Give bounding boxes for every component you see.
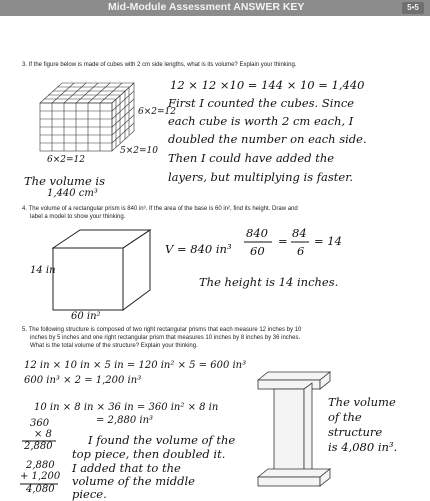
q5-explain-line: volume of the middle bbox=[72, 474, 195, 488]
q4-answer: The height is 14 inches. bbox=[199, 275, 339, 289]
q5-prompt-line1: 5. The following structure is composed of two right rectangular prisms that each measure 12 inches by 10 bbox=[22, 327, 302, 333]
q5-explain-line: I found the volume of the bbox=[88, 433, 236, 447]
q5-explain-line: piece. bbox=[72, 487, 107, 501]
q3-work-line: layers, but multiplying is faster. bbox=[168, 170, 354, 184]
q4-frac1-denominator: 60 bbox=[250, 244, 265, 258]
q4-base-label: 60 in² bbox=[71, 311, 101, 322]
q4-volume: V = 840 in³ bbox=[165, 242, 232, 256]
q3-prompt: 3. If the figure below is made of cubes with 2 cm side lengths, what is its volume? Explain your thinking. bbox=[22, 62, 297, 68]
q5-explain-line: I added that to the bbox=[72, 461, 181, 475]
q4-result: = 14 bbox=[314, 234, 342, 248]
q5-explain-line: top piece, then doubled it. bbox=[72, 447, 226, 461]
q3-label-diag: 5×2=10 bbox=[120, 146, 158, 156]
q5-answer-line: is 4,080 in³. bbox=[328, 440, 398, 454]
q3-label-bottom: 6×2=12 bbox=[47, 155, 85, 165]
q5-mult-result: 2,880 bbox=[24, 441, 53, 452]
q5-mult-top: 360 bbox=[30, 418, 50, 429]
q5-work-line: 10 in × 8 in × 36 in = 360 in² × 8 in bbox=[34, 402, 219, 413]
q5-work-line: = 2,880 in³ bbox=[96, 415, 154, 426]
q4-frac2-numerator: 84 bbox=[292, 226, 307, 240]
q3-label-right: 6×2=12 bbox=[138, 107, 176, 117]
q5-mult-by: × 8 bbox=[34, 429, 52, 440]
q4-height-label: 14 in bbox=[30, 265, 56, 276]
q5-answer-line: structure bbox=[328, 425, 383, 439]
q3-work-line: doubled the number on each side. bbox=[168, 132, 367, 146]
q4-frac1-numerator: 840 bbox=[246, 226, 268, 240]
q5-work-line: 12 in × 10 in × 5 in = 120 in² × 5 = 600 in³ bbox=[24, 360, 247, 371]
q3-work-line: First I counted the cubes. Since bbox=[168, 96, 355, 110]
q5-add-a: 2,880 bbox=[26, 460, 55, 471]
q5-prompt-line2: inches by 5 inches and one right rectangular prism that measures 10 inches by 8 inches by 36 inches. bbox=[30, 335, 301, 341]
header-title: Mid-Module Assessment ANSWER KEY bbox=[108, 1, 305, 13]
q5-add-result: 4,080 bbox=[26, 484, 55, 495]
q3-work-line: 12 × 12 ×10 = 144 × 10 = 1,440 bbox=[170, 78, 365, 92]
q3-work-line: Then I could have added the bbox=[168, 151, 335, 165]
q5-work-line: 600 in³ × 2 = 1,200 in³ bbox=[24, 375, 142, 386]
q4-frac2-denominator: 6 bbox=[297, 244, 305, 258]
q5-answer-line: The volume bbox=[328, 395, 396, 409]
module-tag: 5•5 bbox=[402, 2, 424, 14]
q3-conclusion-line1: The volume is bbox=[24, 174, 105, 188]
q5-prompt-line3: What is the total volume of the structure? Explain your thinking. bbox=[30, 343, 198, 349]
q3-conclusion-line2: 1,440 cm³ bbox=[47, 188, 98, 199]
q4-prompt-line1: 4. The volume of a rectangular prism is 840 in³. If the area of the base is 60 in², find its height. Draw and bbox=[22, 206, 298, 212]
q4-prompt-line2: label a model to show your thinking. bbox=[30, 214, 126, 220]
q3-work-line: each cube is worth 2 cm each, I bbox=[168, 114, 354, 128]
q5-answer-line: of the bbox=[328, 410, 362, 424]
q5-add-b: + 1,200 bbox=[20, 471, 61, 482]
q4-equals1: = bbox=[278, 234, 288, 248]
